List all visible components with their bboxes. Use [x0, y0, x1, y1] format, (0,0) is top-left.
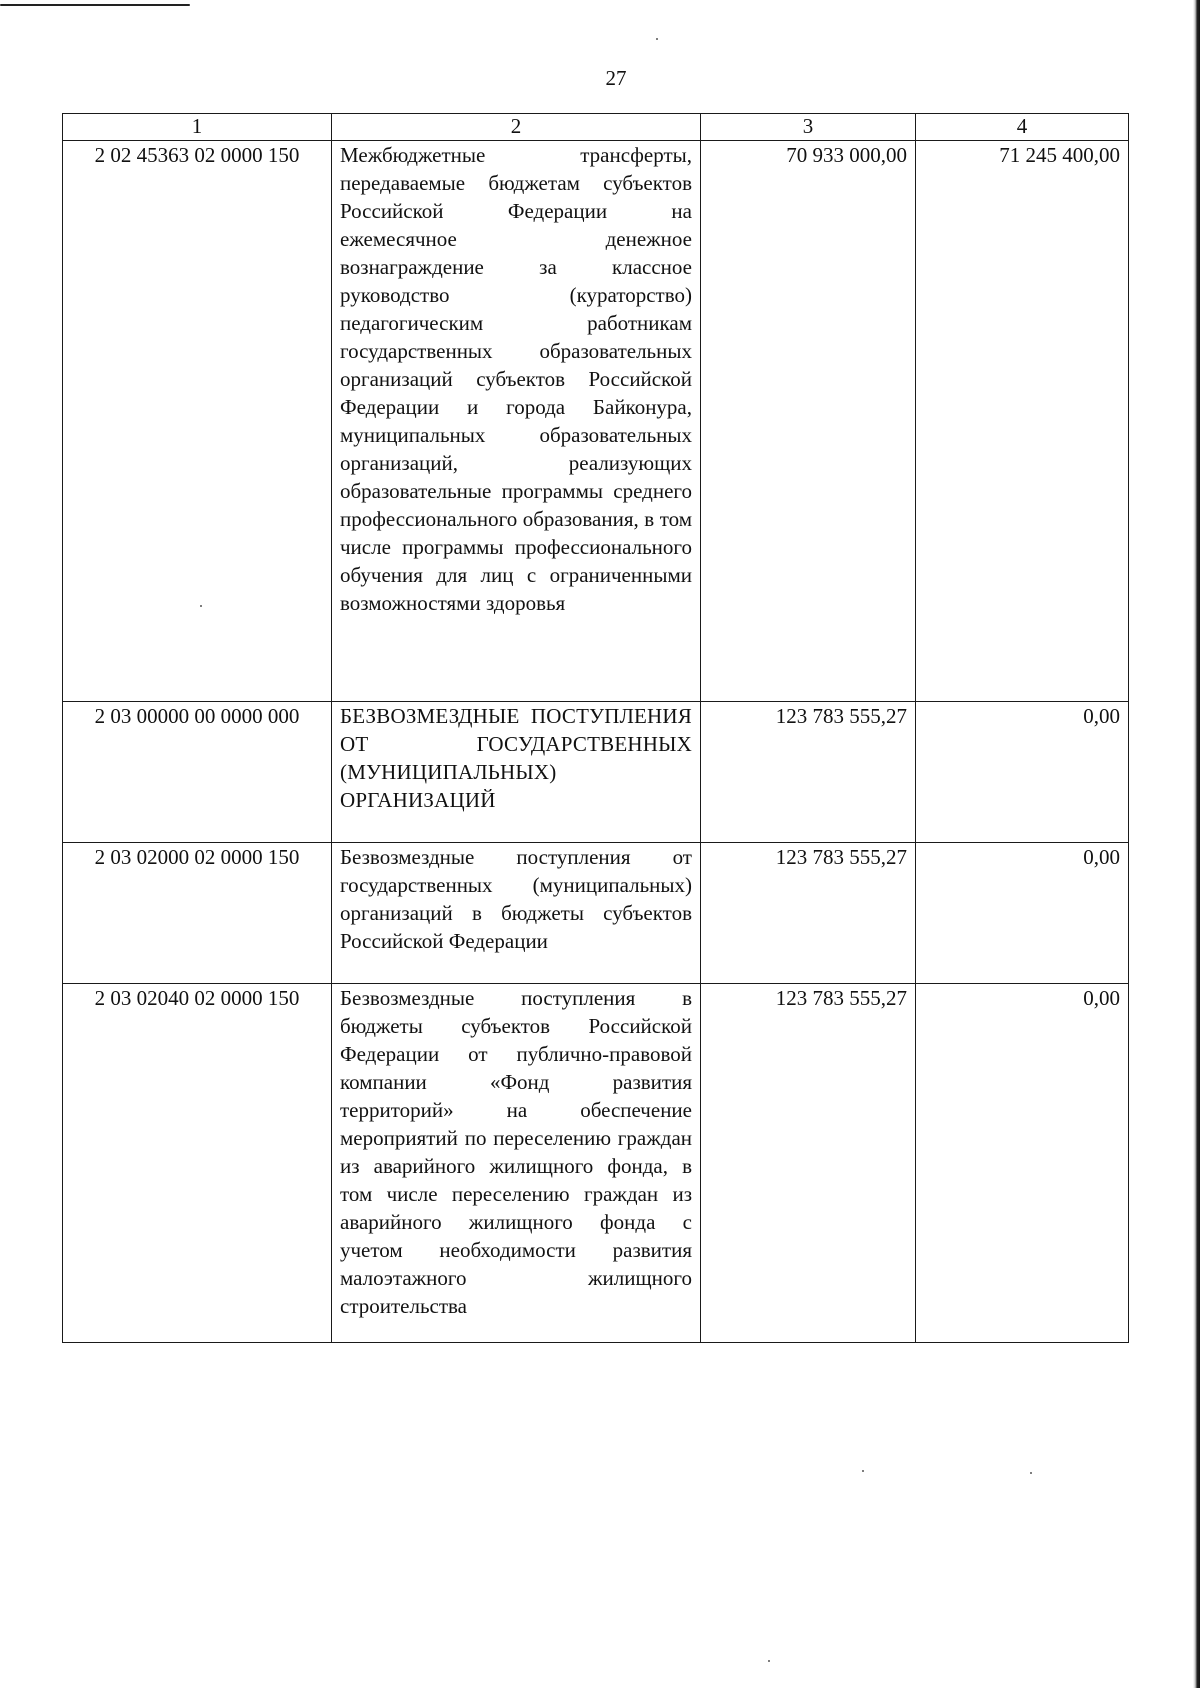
amount-column-3: 123 783 555,27	[701, 843, 916, 984]
budget-code: 2 03 00000 00 0000 000	[63, 702, 332, 843]
table-row	[63, 141, 1129, 702]
column-header-4: 4	[916, 114, 1129, 141]
amount-column-4: 0,00	[916, 843, 1129, 984]
amount-column-3: 70 933 000,00	[701, 141, 916, 702]
amount-column-4: 0,00	[916, 984, 1129, 1343]
scan-edge-shadow	[1193, 0, 1200, 1688]
table-row	[63, 702, 1129, 843]
scan-edge-mark	[0, 4, 190, 6]
scan-speck	[656, 38, 658, 40]
budget-code: 2 02 45363 02 0000 150	[63, 141, 332, 702]
budget-description: Безвозмездные поступления в бюджеты субъектов Российской Федерации от публично-правовой компании «Фонд развития территорий» на обеспечение мероприятий по переселению граждан из аварийного жилищного фонда, в том числе переселению граждан из аварийного жилищного фонда с учетом необходимости развития малоэтажного жилищного строительства	[332, 984, 701, 1343]
amount-column-3: 123 783 555,27	[701, 984, 916, 1343]
budget-code: 2 03 02000 02 0000 150	[63, 843, 332, 984]
budget-description: БЕЗВОЗМЕЗДНЫЕ ПОСТУПЛЕНИЯ ОТ ГОСУДАРСТВЕННЫХ (МУНИЦИПАЛЬНЫХ) ОРГАНИЗАЦИЙ	[332, 702, 701, 843]
scan-speck	[1030, 1472, 1032, 1474]
table-header-row	[63, 114, 1129, 141]
scan-speck	[200, 605, 202, 607]
amount-column-4: 0,00	[916, 702, 1129, 843]
page-number: 27	[605, 66, 627, 90]
table-row	[63, 984, 1129, 1343]
budget-table	[62, 113, 1129, 1343]
column-header-3: 3	[701, 114, 916, 141]
column-header-1: 1	[63, 114, 332, 141]
budget-description: Межбюджетные трансферты, передаваемые бюджетам субъектов Российской Федерации на ежемесячное денежное вознаграждение за классное руководство (кураторство) педагогическим работникам государственных образовательных организаций субъектов Российской Федерации и города Байконура, муниципальных образовательных организаций, реализующих образовательные программы среднего профессионального образования, в том числе программы профессионального обучения для лиц с ограниченными возможностями здоровья	[332, 141, 701, 702]
amount-column-3: 123 783 555,27	[701, 702, 916, 843]
table-row	[63, 843, 1129, 984]
column-header-2: 2	[332, 114, 701, 141]
budget-description: Безвозмездные поступления от государственных (муниципальных) организаций в бюджеты субъектов Российской Федерации	[332, 843, 701, 984]
scan-speck	[768, 1660, 770, 1662]
amount-column-4: 71 245 400,00	[916, 141, 1129, 702]
scan-speck	[862, 1470, 864, 1472]
budget-code: 2 03 02040 02 0000 150	[63, 984, 332, 1343]
